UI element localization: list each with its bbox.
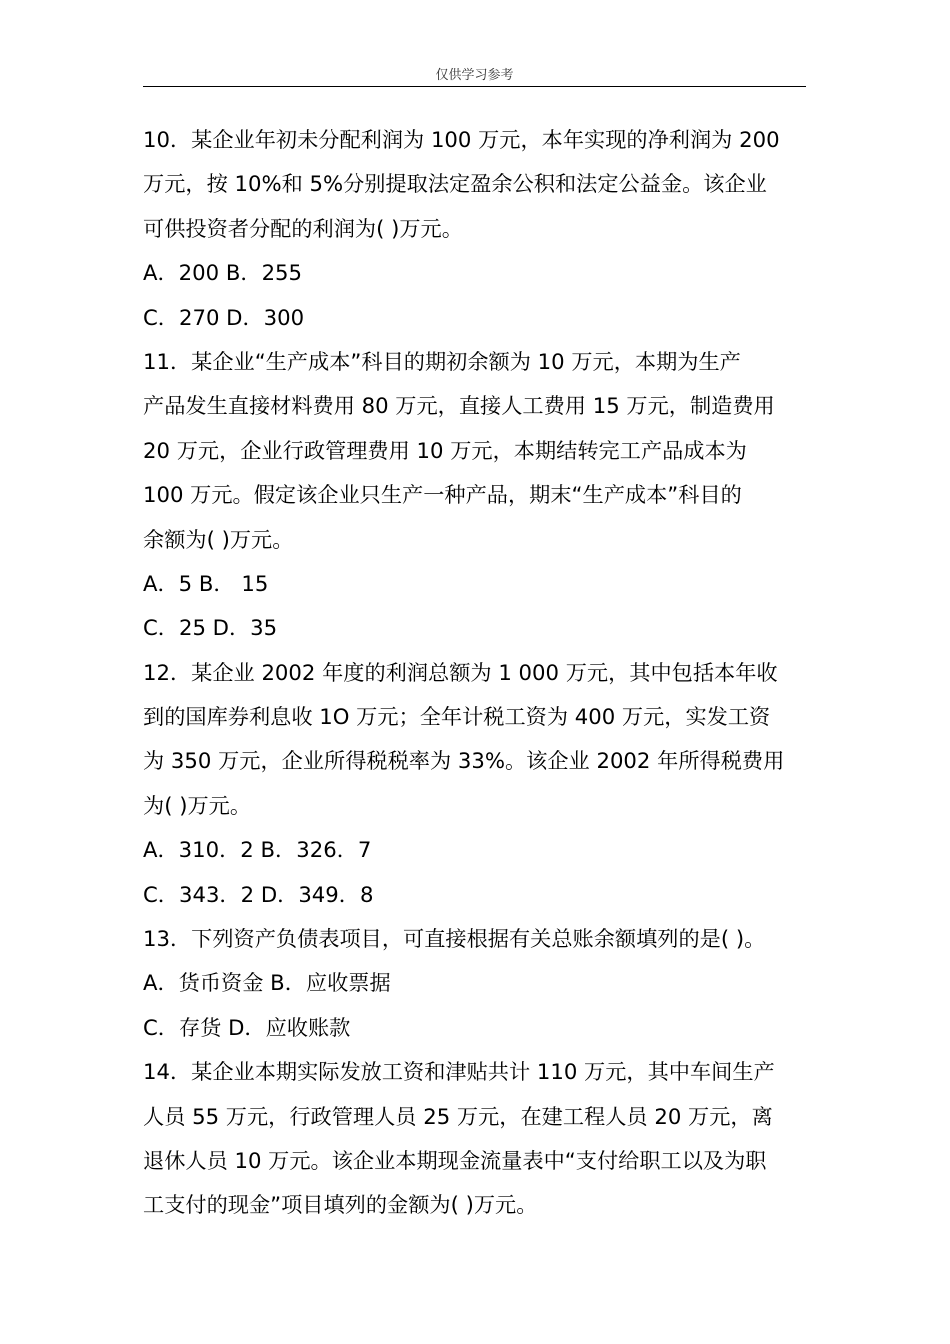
- text-line: 到的国库券利息收 1O 万元；全年计税工资为 400 万元，实发工资: [143, 704, 771, 730]
- text-line: 退休人员 10 万元。该企业本期现金流量表中“支付给职工以及为职: [143, 1147, 767, 1173]
- text-line: 10．某企业年初未分配利润为 100 万元，本年实现的净利润为 200: [143, 127, 780, 152]
- text-line: A．5 B． 15: [143, 570, 269, 596]
- text-line: A．200 B．255: [143, 260, 303, 286]
- text-line: C．存货 D．应收账款: [143, 1014, 351, 1040]
- text-line: 20 万元，企业行政管理费用 10 万元，本期结转完工产品成本为: [143, 437, 747, 463]
- text-line: 100 万元。假定该企业只生产一种产品，期末“生产成本”科目的: [143, 482, 742, 508]
- text-line: 12．某企业 2002 年度的利润总额为 1 000 万元，其中包括本年收: [143, 659, 778, 685]
- text-line: C．25 D．35: [143, 615, 278, 641]
- text-line: 可供投资者分配的利润为( )万元。: [143, 215, 463, 241]
- page-header: 仅供学习参考: [435, 68, 514, 83]
- text-line: 13．下列资产负债表项目，可直接根据有关总账余额填列的是( )。: [143, 926, 766, 952]
- text-line: 11．某企业“生产成本”科目的期初余额为 10 万元，本期为生产: [143, 348, 741, 374]
- text-line: 为( )万元。: [143, 792, 252, 818]
- text-line: A．310．2 B．326．7: [143, 837, 372, 863]
- text-line: 为 350 万元，企业所得税税率为 33%。该企业 2002 年所得税费用: [143, 748, 785, 774]
- question-body: [143, 118, 808, 1228]
- text-line: 14．某企业本期实际发放工资和津贴共计 110 万元，其中车间生产: [143, 1059, 775, 1085]
- header-divider: [143, 86, 806, 87]
- text-line: A．货币资金 B．应收票据: [143, 970, 391, 996]
- text-line: 人员 55 万元，行政管理人员 25 万元，在建工程人员 20 万元，离: [143, 1103, 773, 1129]
- text-line: 万元，按 10%和 5%分别提取法定盈余公积和法定公益金。该企业: [143, 171, 767, 197]
- text-line: 余额为( )万元。: [143, 526, 294, 552]
- text-line: 产品发生直接材料费用 80 万元，直接人工费用 15 万元，制造费用: [143, 393, 775, 419]
- text-line: 工支付的现金”项目填列的金额为( )万元。: [143, 1192, 538, 1218]
- text-line: C．343．2 D．349．8: [143, 881, 374, 907]
- text-line: C．270 D．300: [143, 304, 305, 330]
